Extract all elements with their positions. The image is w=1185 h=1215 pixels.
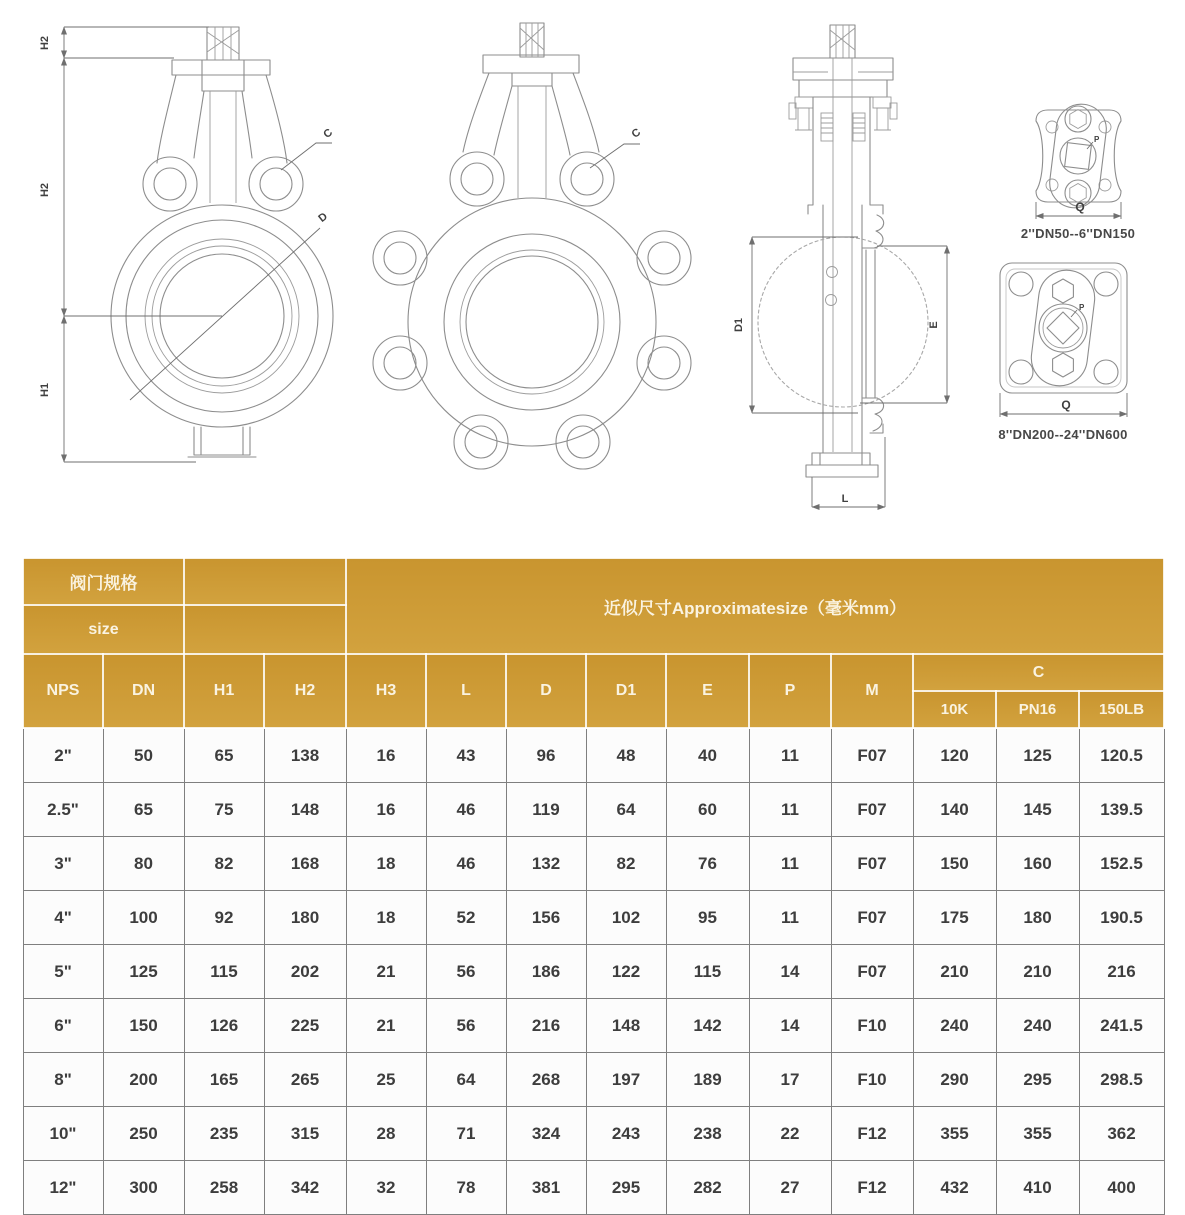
table-row (23, 891, 1164, 945)
table-cell: 180 (996, 891, 1079, 945)
table-cell: F07 (831, 837, 913, 891)
table-cell: 21 (346, 945, 426, 999)
table-row (23, 1053, 1164, 1107)
pin-hole (827, 267, 838, 278)
table-cell: 2.5" (23, 783, 103, 837)
table-cell: 16 (346, 728, 426, 783)
table-cell: 142 (666, 999, 749, 1053)
table-cell: 240 (913, 999, 996, 1053)
disc-dashed-circle (758, 237, 928, 407)
table-cell: 18 (346, 837, 426, 891)
dim-label-h1: H1 (39, 382, 51, 398)
table-cell: 40 (666, 728, 749, 783)
stem-spline-hatch (207, 27, 239, 60)
table-cell: 241.5 (1079, 999, 1164, 1053)
table-cell: 410 (996, 1161, 1079, 1215)
table-cell: 175 (913, 891, 996, 945)
right-ear-hole (260, 168, 292, 200)
col-header-150lb: 150LB (1079, 691, 1164, 728)
table-cell: 186 (506, 945, 586, 999)
table-cell: 11 (749, 837, 831, 891)
table-cell: 168 (264, 837, 346, 891)
drawing-front-view-lug (373, 23, 691, 469)
table-row (23, 999, 1164, 1053)
table-cell: 95 (666, 891, 749, 945)
header-spacer (184, 558, 346, 605)
table-cell: 46 (426, 837, 506, 891)
group-header-row-1 (23, 558, 1164, 605)
table-cell: 381 (506, 1161, 586, 1215)
table-cell: 76 (666, 837, 749, 891)
table-cell: 189 (666, 1053, 749, 1107)
table-cell: 120 (913, 728, 996, 783)
table-cell: 225 (264, 999, 346, 1053)
table-cell: 25 (346, 1053, 426, 1107)
flange-caption-large: 8''DN200--24''DN600 (998, 427, 1128, 442)
drawings-svg (0, 0, 1185, 535)
table-cell: 64 (426, 1053, 506, 1107)
left-ear-lobe (143, 157, 197, 211)
table-cell: F07 (831, 783, 913, 837)
label-p: P (1079, 303, 1085, 312)
table-cell: 265 (264, 1053, 346, 1107)
bottom-tab (188, 427, 256, 457)
table-cell: 43 (426, 728, 506, 783)
table-cell: 150 (103, 999, 184, 1053)
table-cell: 92 (184, 891, 264, 945)
table-cell: 216 (1079, 945, 1164, 999)
corner-hole (1094, 272, 1118, 296)
dim-label-q: Q (1061, 398, 1071, 412)
table-cell: 432 (913, 1161, 996, 1215)
seat-circle (460, 250, 604, 394)
corner-hole (1009, 272, 1033, 296)
table-cell: 11 (749, 728, 831, 783)
table-cell: 14 (749, 999, 831, 1053)
table-cell: 210 (913, 945, 996, 999)
table-cell: 152.5 (1079, 837, 1164, 891)
valve-spec-en: size (23, 605, 184, 654)
table-cell: 48 (586, 728, 666, 783)
top-flange-plate (483, 55, 579, 73)
table-row (23, 1107, 1164, 1161)
yoke-wings (157, 75, 287, 163)
table-cell: 145 (996, 783, 1079, 837)
table-cell: 125 (996, 728, 1079, 783)
drawing-side-view (733, 25, 947, 507)
table-cell: 290 (913, 1053, 996, 1107)
col-header-h2: H2 (264, 654, 346, 728)
table-cell: 3" (23, 837, 103, 891)
table-cell: 197 (586, 1053, 666, 1107)
table-cell: 268 (506, 1053, 586, 1107)
table-cell: 12" (23, 1161, 103, 1215)
square-drive (1065, 143, 1092, 170)
table-cell: 17 (749, 1053, 831, 1107)
label-c: C (321, 126, 335, 141)
table-cell: 300 (103, 1161, 184, 1215)
corner-hole (1094, 360, 1118, 384)
table-cell: 82 (586, 837, 666, 891)
table-cell: 200 (103, 1053, 184, 1107)
table-row (23, 783, 1164, 837)
table-cell: 71 (426, 1107, 506, 1161)
col-header-c-group: C (913, 654, 1164, 691)
table-cell: 27 (749, 1161, 831, 1215)
left-ear-hole (154, 168, 186, 200)
side-bolts (789, 97, 897, 130)
stem-spline-hatch (830, 25, 855, 58)
flange-plate (1000, 263, 1127, 393)
col-header-e: E (666, 654, 749, 728)
yoke-wings (463, 73, 599, 155)
table-cell: 165 (184, 1053, 264, 1107)
table-cell: 160 (996, 837, 1079, 891)
table-cell: 355 (996, 1107, 1079, 1161)
hex-hole (1053, 279, 1074, 303)
col-header-nps: NPS (23, 654, 103, 728)
table-cell: 11 (749, 783, 831, 837)
top-flange-plate (172, 60, 270, 75)
table-cell: 60 (666, 783, 749, 837)
table-cell: 140 (913, 783, 996, 837)
dim-label-h2-stem: H2 (39, 35, 51, 51)
table-cell: 156 (506, 891, 586, 945)
table-cell: F07 (831, 945, 913, 999)
table-cell: 14 (749, 945, 831, 999)
table-cell: 119 (506, 783, 586, 837)
table-cell: 78 (426, 1161, 506, 1215)
table-cell: 362 (1079, 1107, 1164, 1161)
table-cell: 50 (103, 728, 184, 783)
drawing-front-view-wafer (39, 27, 335, 462)
table-cell: 148 (586, 999, 666, 1053)
approx-size-header: 近似尺寸Approximatesize（毫米mm） (346, 558, 1164, 654)
table-cell: 210 (996, 945, 1079, 999)
neck-lines (210, 91, 236, 203)
table-cell: 22 (749, 1107, 831, 1161)
extension-lines (64, 27, 222, 462)
table-cell: F10 (831, 1053, 913, 1107)
table-cell: 18 (346, 891, 426, 945)
table-cell: F07 (831, 891, 913, 945)
table-row (23, 728, 1164, 783)
flange-caption-small: 2''DN50--6''DN150 (1020, 226, 1136, 241)
top-retainer-clip (874, 205, 884, 248)
table-cell: 82 (184, 837, 264, 891)
table-cell: 46 (426, 783, 506, 837)
column-header-row (23, 654, 1164, 691)
corner-hole (1046, 179, 1058, 191)
table-cell: 240 (996, 999, 1079, 1053)
col-header-m: M (831, 654, 913, 728)
table-cell: 21 (346, 999, 426, 1053)
table-cell: 96 (506, 728, 586, 783)
table-cell: 295 (996, 1053, 1079, 1107)
dim-label-e: E (928, 321, 940, 329)
stem-column (833, 58, 852, 452)
col-header-d: D (506, 654, 586, 728)
table-cell: 56 (426, 945, 506, 999)
leader-c (281, 143, 332, 170)
drawing-top-flange-small (1021, 101, 1135, 241)
hex-hole (1070, 110, 1086, 129)
dim-label-q: Q (1075, 200, 1085, 214)
table-cell: 400 (1079, 1161, 1164, 1215)
table-cell: 75 (184, 783, 264, 837)
technical-drawings (0, 0, 1185, 535)
table-cell: 235 (184, 1107, 264, 1161)
table-cell: 65 (103, 783, 184, 837)
table-body (23, 728, 1164, 1215)
table-cell: 56 (426, 999, 506, 1053)
col-header-h3: H3 (346, 654, 426, 728)
body-outer-circle (408, 198, 656, 446)
dimension-table (22, 557, 1165, 1215)
corner-hole (1009, 360, 1033, 384)
lug-lobes (373, 152, 691, 469)
table-cell: F10 (831, 999, 913, 1053)
threaded-studs (821, 113, 865, 141)
table-cell: 180 (264, 891, 346, 945)
stem-spline-hatch (520, 23, 544, 57)
dim-label-d1: D1 (733, 317, 745, 333)
table-cell: 16 (346, 783, 426, 837)
col-header-dn: DN (103, 654, 184, 728)
table-cell: 122 (586, 945, 666, 999)
extension-lines (752, 237, 947, 507)
table-cell: 32 (346, 1161, 426, 1215)
stem-spline-outline (830, 25, 855, 58)
table-cell: F12 (831, 1107, 913, 1161)
table-cell: 190.5 (1079, 891, 1164, 945)
table-cell: 355 (913, 1107, 996, 1161)
neck-lines (518, 86, 546, 198)
table-cell: 4" (23, 891, 103, 945)
right-ear-lobe (249, 157, 303, 211)
table-cell: 126 (184, 999, 264, 1053)
table-cell: 11 (749, 891, 831, 945)
table-cell: 298.5 (1079, 1053, 1164, 1107)
square-drive (1047, 312, 1079, 344)
table-cell: 315 (264, 1107, 346, 1161)
table-cell: 6" (23, 999, 103, 1053)
table-cell: 115 (184, 945, 264, 999)
table-cell: 80 (103, 837, 184, 891)
table-cell: 139.5 (1079, 783, 1164, 837)
table-cell: 202 (264, 945, 346, 999)
disc-edge (862, 248, 877, 398)
flange-plate-inner (1006, 269, 1121, 387)
table-cell: 120.5 (1079, 728, 1164, 783)
table-cell: 243 (586, 1107, 666, 1161)
drawing-top-flange-large (998, 263, 1127, 442)
corner-hole (1099, 179, 1111, 191)
valve-spec-cn: 阀门规格 (23, 558, 184, 605)
table-row (23, 837, 1164, 891)
neck-outline (808, 97, 883, 214)
table-cell: 148 (264, 783, 346, 837)
flange-plate (1036, 110, 1121, 202)
mount-plate-tier2 (799, 80, 887, 97)
table-cell: F12 (831, 1161, 913, 1215)
table-cell: 5" (23, 945, 103, 999)
pin-hole (826, 295, 837, 306)
table-cell: 102 (586, 891, 666, 945)
table-cell: 138 (264, 728, 346, 783)
body-column (823, 205, 862, 453)
table-cell: 282 (666, 1161, 749, 1215)
dim-label-h2-body: H2 (39, 182, 51, 198)
table-cell: F07 (831, 728, 913, 783)
top-flange-boss (512, 73, 552, 86)
table-cell: 324 (506, 1107, 586, 1161)
col-header-h1: H1 (184, 654, 264, 728)
table-cell: 250 (103, 1107, 184, 1161)
table-cell: 8" (23, 1053, 103, 1107)
table-cell: 125 (103, 945, 184, 999)
table-row (23, 945, 1164, 999)
table-row (23, 1161, 1164, 1215)
table-cell: 258 (184, 1161, 264, 1215)
table-cell: 150 (913, 837, 996, 891)
table-cell: 342 (264, 1161, 346, 1215)
label-c: C (629, 126, 643, 141)
body-face-circle (444, 234, 620, 410)
table-cell: 28 (346, 1107, 426, 1161)
mount-plate (793, 58, 893, 80)
table-cell: 10" (23, 1107, 103, 1161)
table-cell: 115 (666, 945, 749, 999)
table-cell: 65 (184, 728, 264, 783)
hex-hole (1053, 353, 1074, 377)
table-cell: 2" (23, 728, 103, 783)
header-spacer (184, 605, 346, 654)
table-header (23, 558, 1164, 728)
table-cell: 216 (506, 999, 586, 1053)
table-cell: 295 (586, 1161, 666, 1215)
label-p: P (1094, 135, 1100, 144)
table-cell: 52 (426, 891, 506, 945)
bottom-flange (806, 453, 878, 477)
col-header-p: P (749, 654, 831, 728)
bore-circle (466, 256, 598, 388)
col-header-d1: D1 (586, 654, 666, 728)
table-cell: 238 (666, 1107, 749, 1161)
col-header-10k: 10K (913, 691, 996, 728)
dim-label-l: L (841, 493, 849, 505)
col-header-pn16: PN16 (996, 691, 1079, 728)
col-header-l: L (426, 654, 506, 728)
table-cell: 132 (506, 837, 586, 891)
center-boss (1047, 101, 1109, 210)
table-cell: 64 (586, 783, 666, 837)
label-d: D (316, 210, 330, 225)
stem-bore-inner (1043, 308, 1083, 348)
table-cell: 100 (103, 891, 184, 945)
